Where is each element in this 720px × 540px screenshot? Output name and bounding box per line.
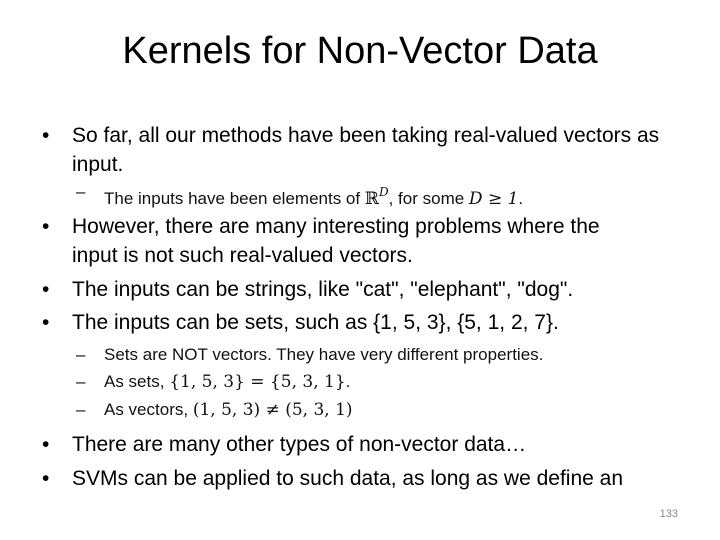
sub-bullet-item: [76, 180, 664, 211]
bullet-item: [42, 430, 692, 459]
bullet-text-line: SVMs can be applied to such data, as long as we define an: [72, 467, 624, 490]
sub-bullet-text: As vectors,: [104, 400, 193, 419]
bullet-item: [42, 308, 692, 337]
sub-bullet-item: [76, 370, 664, 394]
slide-body: [0, 115, 720, 495]
bullet-icon: •: [42, 433, 50, 456]
math-expression: {1, 5, 3} = {5, 3, 1}: [169, 372, 346, 392]
bullet-item: [42, 275, 692, 304]
dash-icon: –: [76, 182, 86, 201]
bullet-text-line: However, there are many interesting problems where the: [72, 215, 600, 238]
bullet-text-line: The inputs can be sets, such as {1, 5, 3}, {5, 1, 2, 7}.: [72, 311, 559, 334]
bullet-icon: •: [42, 467, 50, 490]
dimension-superscript: D: [378, 185, 389, 199]
sub-bullet-text: As sets,: [104, 372, 170, 391]
bullet-text-line: input.: [72, 153, 124, 176]
bullet-item: [42, 464, 692, 493]
bullet-item: [42, 212, 692, 270]
math-expression: (1, 5, 3) ≠ (5, 3, 1): [192, 400, 353, 420]
bullet-icon: •: [42, 124, 50, 147]
bullet-text-line: There are many other types of non-vector data…: [72, 433, 527, 456]
bullet-icon: •: [42, 215, 50, 238]
sub-bullet-text: .: [518, 189, 524, 208]
bullet-text-line: So far, all our methods have been taking real-valued vectors as: [72, 124, 660, 147]
real-numbers-symbol: ℝ: [364, 189, 379, 209]
sub-bullet-item: [76, 398, 664, 422]
bullet-text-line: The inputs can be strings, like "cat", "elephant", "dog".: [72, 278, 574, 301]
dash-icon: –: [76, 345, 86, 364]
page-number: 133: [659, 508, 678, 520]
slide-title: Kernels for Non-Vector Data: [122, 30, 598, 72]
bullet-text-line: input is not such real-valued vectors.: [72, 244, 413, 267]
bullet-icon: •: [42, 278, 50, 301]
sub-bullet-text: Sets are NOT vectors. They have very different properties.: [104, 345, 544, 364]
bullet-item: [42, 121, 692, 179]
dash-icon: –: [76, 400, 86, 419]
bullet-icon: •: [42, 311, 50, 334]
math-expression: D ≥ 1: [468, 189, 519, 209]
sub-bullet-item: [76, 343, 664, 367]
sub-bullet-text: , for some: [388, 189, 469, 208]
sub-bullet-text: The inputs have been elements of: [104, 189, 365, 208]
dash-icon: –: [76, 372, 86, 391]
sub-bullet-text: .: [345, 372, 351, 391]
